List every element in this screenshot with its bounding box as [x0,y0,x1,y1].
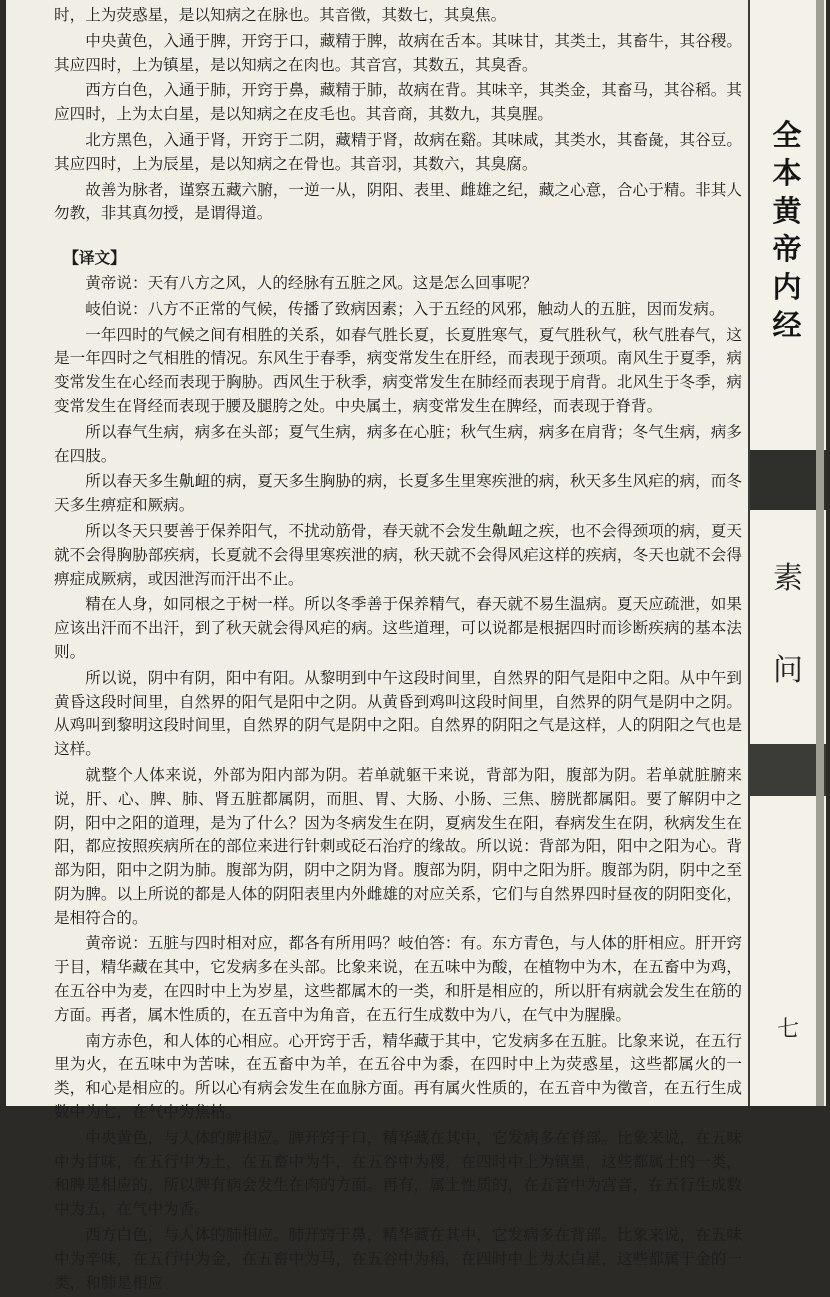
translation-paragraph: 黄帝说：五脏与四时相对应，都各有所用吗？岐伯答：有。东方青色，与人体的肝相应。肝开窍于目，精华藏在其中，它发病多在头部。比象来说，在五味中为酸，在植物中为木，在五畜中为鸡，在五谷中为麦，在四时中上为岁星，这些都属木的一类，和肝是相应的，所以肝有病就会发生在筋的方面。再者，属木性质的，在五音中为角音，在五行生成数中为八，在气中为腥臊。 [54,934,742,1024]
section-title-char: 问 [773,653,803,688]
translation-paragraph: 所以春气生病，病多在头部；夏气生病，病多在心脏；秋气生病，病多在肩背；冬气生病，病多在四肢。 [54,422,742,465]
translation-paragraph: 岐伯说：八方不正常的气候，传播了致病因素；入于五经的风邪，触动人的五脏，因而发病。 [85,299,725,318]
translation-paragraph: 所以春天多生鼽衄的病，夏天多生胸胁的病，长夏多生里寒疾泄的病，秋天多生风疟的病，而冬天多生痹症和厥病。 [54,472,742,515]
original-paragraph: 时，上为荧惑星，是以知病之在脉也。其音徵，其数七，其臭焦。 [54,6,507,24]
translation-paragraph: 南方赤色，和人体的心相应。心开窍于舌，精华藏于其中，它发病多在五脏。比象来说，在五行里为火，在五味中为苦味，在五畜中为羊，在五谷中为黍，在四时中上为荧惑星，这些都属火的一类，和心是相应的。所以心有病会发生在血脉方面。再有属火性质的，在五音中为徵音，在五行生成数中为七，在气中为焦枯。 [54,1031,742,1122]
text-column [54,4,742,1297]
original-paragraph: 西方白色，入通于肺，开窍于鼻，藏精于肺，故病在背。其味辛，其类金，其畜马，其谷稻。其应四时，上为太白星，是以知病之在皮毛也。其音商，其数九，其臭腥。 [54,81,742,124]
side-divider-bottom [750,744,826,796]
book-title [756,116,818,446]
side-divider-top [750,450,826,510]
translation-paragraph: 中央黄色，与人体的脾相应。脾开窍于口，精华藏在其中，它发病多在脊部。比象来说，在五味中为甘味，在五行中为土，在五畜中为牛，在五谷中为稷，在四时中上为镇星，这些都属土的一类，和脾是相应的，所以脾有病会发生在肉的方面。再有，属土性质的，在五音中为宫音，在五行生成数中为五，在气中为香。 [54,1128,742,1219]
translation-paragraph: 黄帝说：天有八方之风，人的经脉有五脏之风。这是怎么回事呢？ [85,273,538,292]
translation-paragraph: 所以说，阴中有阴，阳中有阳。从黎明到中午这段时间里，自然界的阳气是阳中之阳。从中午到黄昏这段时间里，自然界的阳气是阳中之阴。从黄昏到鸡叫这段时间里，自然界的阴气是阴中之阴。从鸡叫到黎明这段时间里，自然界的阴气是阴中之阳。自然界的阴阳之气是这样，人的阴阳之气也是这样。 [54,668,742,759]
translation-paragraph: 一年四时的气候之间有相胜的关系，如春气胜长夏，长夏胜寒气，夏气胜秋气，秋气胜春气，这是一年四时之气相胜的情况。东风生于春季，病变常发生在肝经，而表现于颈项。南风生于夏季，病变常发生在心经而表现于胸胁。西风生于秋季，病变常发生在肺经而表现于肩背。北风生于冬季，病变常发生在肾经而表现于腰及腿胯之处。中央属土，病变常发生在脾经，而表现于脊背。 [54,325,742,415]
translation-paragraph: 就整个人体来说，外部为阳内部为阴。若单就躯干来说，背部为阳，腹部为阴。若单就脏腑来说，肝、心、脾、肺、肾五脏都属阴，而胆、胃、大肠、小肠、三焦、膀胱都属阳。要了解阴中之阴，阳中之阳的道理，是为了什么？因为冬病发生在阴，夏病发生在阳，春病发生在阴，秋病发生在阳，都应按照疾病所在的部位来进行针刺或砭石治疗的缘故。所以说：背部为阳，阳中之阳为心。背部为阳，阳中之阴为肺。腹部为阴，阴中之阴为肾。腹部为阴，阴中之阳为肝。腹部为阴，阴中之至阴为脾。以上所说的都是人体的阴阳表里内外雌雄的对应关系，它们与自然界四时昼夜的阴阳变化，是相符合的。 [54,765,742,927]
original-paragraph: 故善为脉者，谨察五藏六腑，一逆一从，阴阳、表里、雌雄之纪，藏之心意，合心于精。非其人勿教，非其真勿授，是谓得道。 [54,180,742,223]
book-title-char: 经 [772,308,802,342]
section-title [750,510,826,740]
translation-heading: 【译文】 [63,248,126,268]
translation-paragraph: 精在人身，如同根之于树一样。所以冬季善于保养精气，春天就不易生温病。夏天应疏泄，如果应该出汗而不出汗，到了秋天就会得风疟的病。这些道理，可以说都是根据四时而诊断疾病的基本法则。 [54,595,742,661]
translation-paragraph: 所以冬天只要善于保养阳气，不扰动筋骨，春天就不会发生鼽衄之疾，也不会得颈项的病，夏天就不会得胸胁部疾病，长夏就不会得里寒疾泄的病，秋天就不会得风疟这样的疾病，冬天也就不会得痹症成厥病，或因泄泻而汗出不止。 [54,521,742,588]
book-title-char: 全 [772,118,802,152]
translation-paragraph: 西方白色，与人体的肺相应。肺开窍于鼻，精华藏在其中，它发病多在背部。比象来说，在五味中为辛味，在五行中为金，在五畜中为马，在五谷中为稻，在四时中上为太白星，这些都属于金的一类，和肺是相应 [54,1226,742,1292]
page-number: 七 [776,1017,799,1042]
side-tab [748,0,826,1106]
book-title-char: 帝 [772,232,802,266]
book-title-char: 本 [772,156,802,190]
book-title-char: 黄 [772,194,802,228]
original-paragraph: 中央黄色，入通于脾，开窍于口，藏精于脾，故病在舌本。其味甘，其类土，其畜牛，其谷稷。其应四时，上为镇星，是以知病之在肉也。其音宫，其数五，其臭香。 [54,31,742,74]
original-paragraph: 北方黑色，入通于肾，开窍于二阴，藏精于肾，故病在谿。其味咸，其类水，其畜彘，其谷豆。其应四时，上为辰星，是以知病之在骨也。其音羽，其数六，其臭腐。 [54,130,742,173]
page-edge [816,0,824,1106]
book-title-char: 内 [772,270,802,304]
section-title-char: 素 [773,561,803,596]
book-page [6,0,824,1292]
